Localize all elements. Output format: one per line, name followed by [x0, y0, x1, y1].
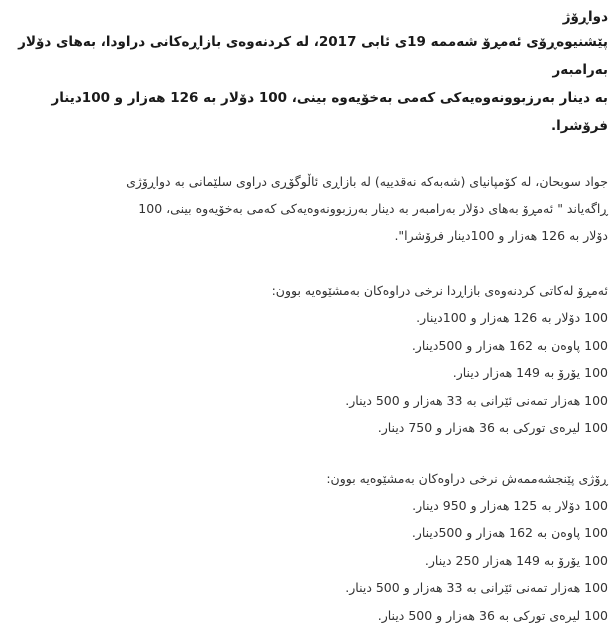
spacer	[8, 442, 608, 465]
quote-line: ڕاگەیاند " ئەمڕۆ بەهای دۆلار بەرامبەر بە دینار بەرزبوونەوەیەکی کەمی بەخۆیەوە بینی، 100	[138, 201, 608, 216]
rate-item: 100 دۆلار بە 125 هەزار و 950 دینار.	[8, 492, 608, 520]
rate-item: 100 یۆرۆ بە 149 هەزار دینار.	[8, 359, 608, 387]
lead-line: پێشنیوەڕۆی ئەمڕۆ شەممە 19ی ئابی 2017، لە کردنەوەی بازاڕەکانی دراودا، بەهای دۆلار بەرامبەر	[18, 34, 608, 78]
rate-item: 100 دۆلار بە 126 هەزار و 100دینار.	[8, 304, 608, 332]
quote-line: دۆلار بە 126 هەزار و 100دینار فرۆشرا".	[394, 228, 608, 243]
rate-item: 100 هەزار تمەنی ئێرانی بە 33 هەزار و 500 دینار.	[8, 574, 608, 602]
rate-item: 100 یۆرۆ بە 149 هەزار 250 دینار.	[8, 547, 608, 575]
thursday-rates-heading: ڕۆژی پێنجشەممەش نرخی دراوەکان بەمشێوەیە بوون:	[8, 465, 608, 492]
rate-item: 100 پاوەن بە 162 هەزار و 500دینار.	[8, 332, 608, 360]
spacer	[8, 140, 608, 168]
lead-line: بە دینار بەرزبوونەوەیەکی کەمی بەخۆیەوە بینی، 100 دۆلار بە 126 هەزار و 100دینار فرۆشرا.	[51, 90, 608, 134]
today-rates-list	[8, 304, 608, 442]
rate-item: 100 پاوەن بە 162 هەزار و 500دینار.	[8, 519, 608, 547]
article-lead	[8, 28, 608, 140]
rate-item: 100 لیرەی تورکی بە 36 هەزار و 750 دینار.	[8, 414, 608, 442]
rate-item: 100 لیرەی تورکی بە 36 هەزار و 500 دینار.	[8, 602, 608, 629]
thursday-rates-list	[8, 492, 608, 629]
thursday-rates-section	[8, 465, 608, 629]
today-rates-section	[8, 277, 608, 442]
today-rates-heading: ئەمڕۆ لەکاتی کردنەوەی بازاڕدا نرخی دراوەکان بەمشێوەیە بوون:	[8, 277, 608, 304]
spacer	[8, 249, 608, 277]
quote-paragraph	[8, 168, 608, 249]
quote-line: جواد سوبحان، لە کۆمپانیای (شەبەکە نەقدییە) لە بازاڕی ئاڵوگۆڕی دراوی سلێمانی بە دواڕۆژی	[126, 174, 608, 189]
rate-item: 100 هەزار تمەنی ئێرانی بە 33 هەزار و 500 دینار.	[8, 387, 608, 415]
article-title: دواڕۆژ	[8, 6, 608, 28]
